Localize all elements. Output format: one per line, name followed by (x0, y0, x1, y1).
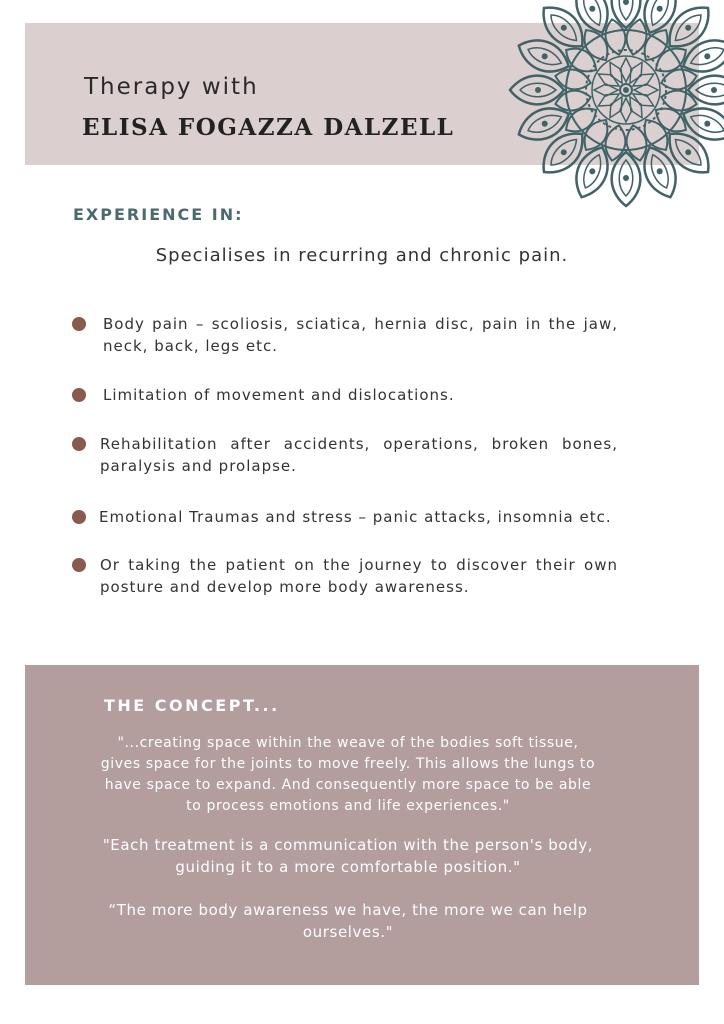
concept-quote: "Each treatment is a communication with the person's body, guiding it to a more comfortable position." (102, 836, 594, 876)
concept-quote: “The more body awareness we have, the more we can help ourselves." (108, 901, 588, 941)
mandala-icon (506, 0, 724, 210)
list-item-text: Or taking the patient on the journey to discover their own posture and develop more body awareness. (100, 556, 618, 596)
bullet-dot (72, 437, 86, 451)
list-item-text: Emotional Traumas and stress – panic attacks, insomnia etc. (99, 508, 612, 526)
bullet-dot (72, 558, 86, 572)
list-item (72, 554, 618, 598)
experience-summary: Specialises in recurring and chronic pain. (155, 245, 569, 266)
list-item-text: Body pain – scoliosis, sciatica, hernia disc, pain in the jaw, neck, back, legs etc. (103, 315, 618, 355)
list-item-text: Limitation of movement and dislocations. (103, 386, 455, 404)
list-item-text: Rehabilitation after accidents, operations, broken bones, paralysis and prolapse. (100, 435, 618, 475)
experience-heading: EXPERIENCE IN: (73, 205, 244, 224)
bullet-dot (72, 510, 86, 524)
list-item (72, 506, 618, 528)
bullet-dot (72, 317, 86, 331)
concept-heading: THE CONCEPT... (104, 696, 280, 715)
list-item (72, 384, 618, 406)
therapist-name: ELISA FOGAZZA DALZELL (82, 114, 455, 141)
header-subtitle: Therapy with (84, 74, 259, 100)
concept-quote: "...creating space within the weave of the bodies soft tissue, gives space for the joints to move freely. This allows the lungs to have space to expand. And consequently more space to be able to process emotions and life experiences." (100, 735, 596, 814)
list-item (72, 433, 618, 477)
list-item (72, 313, 618, 357)
bullet-dot (72, 388, 86, 402)
